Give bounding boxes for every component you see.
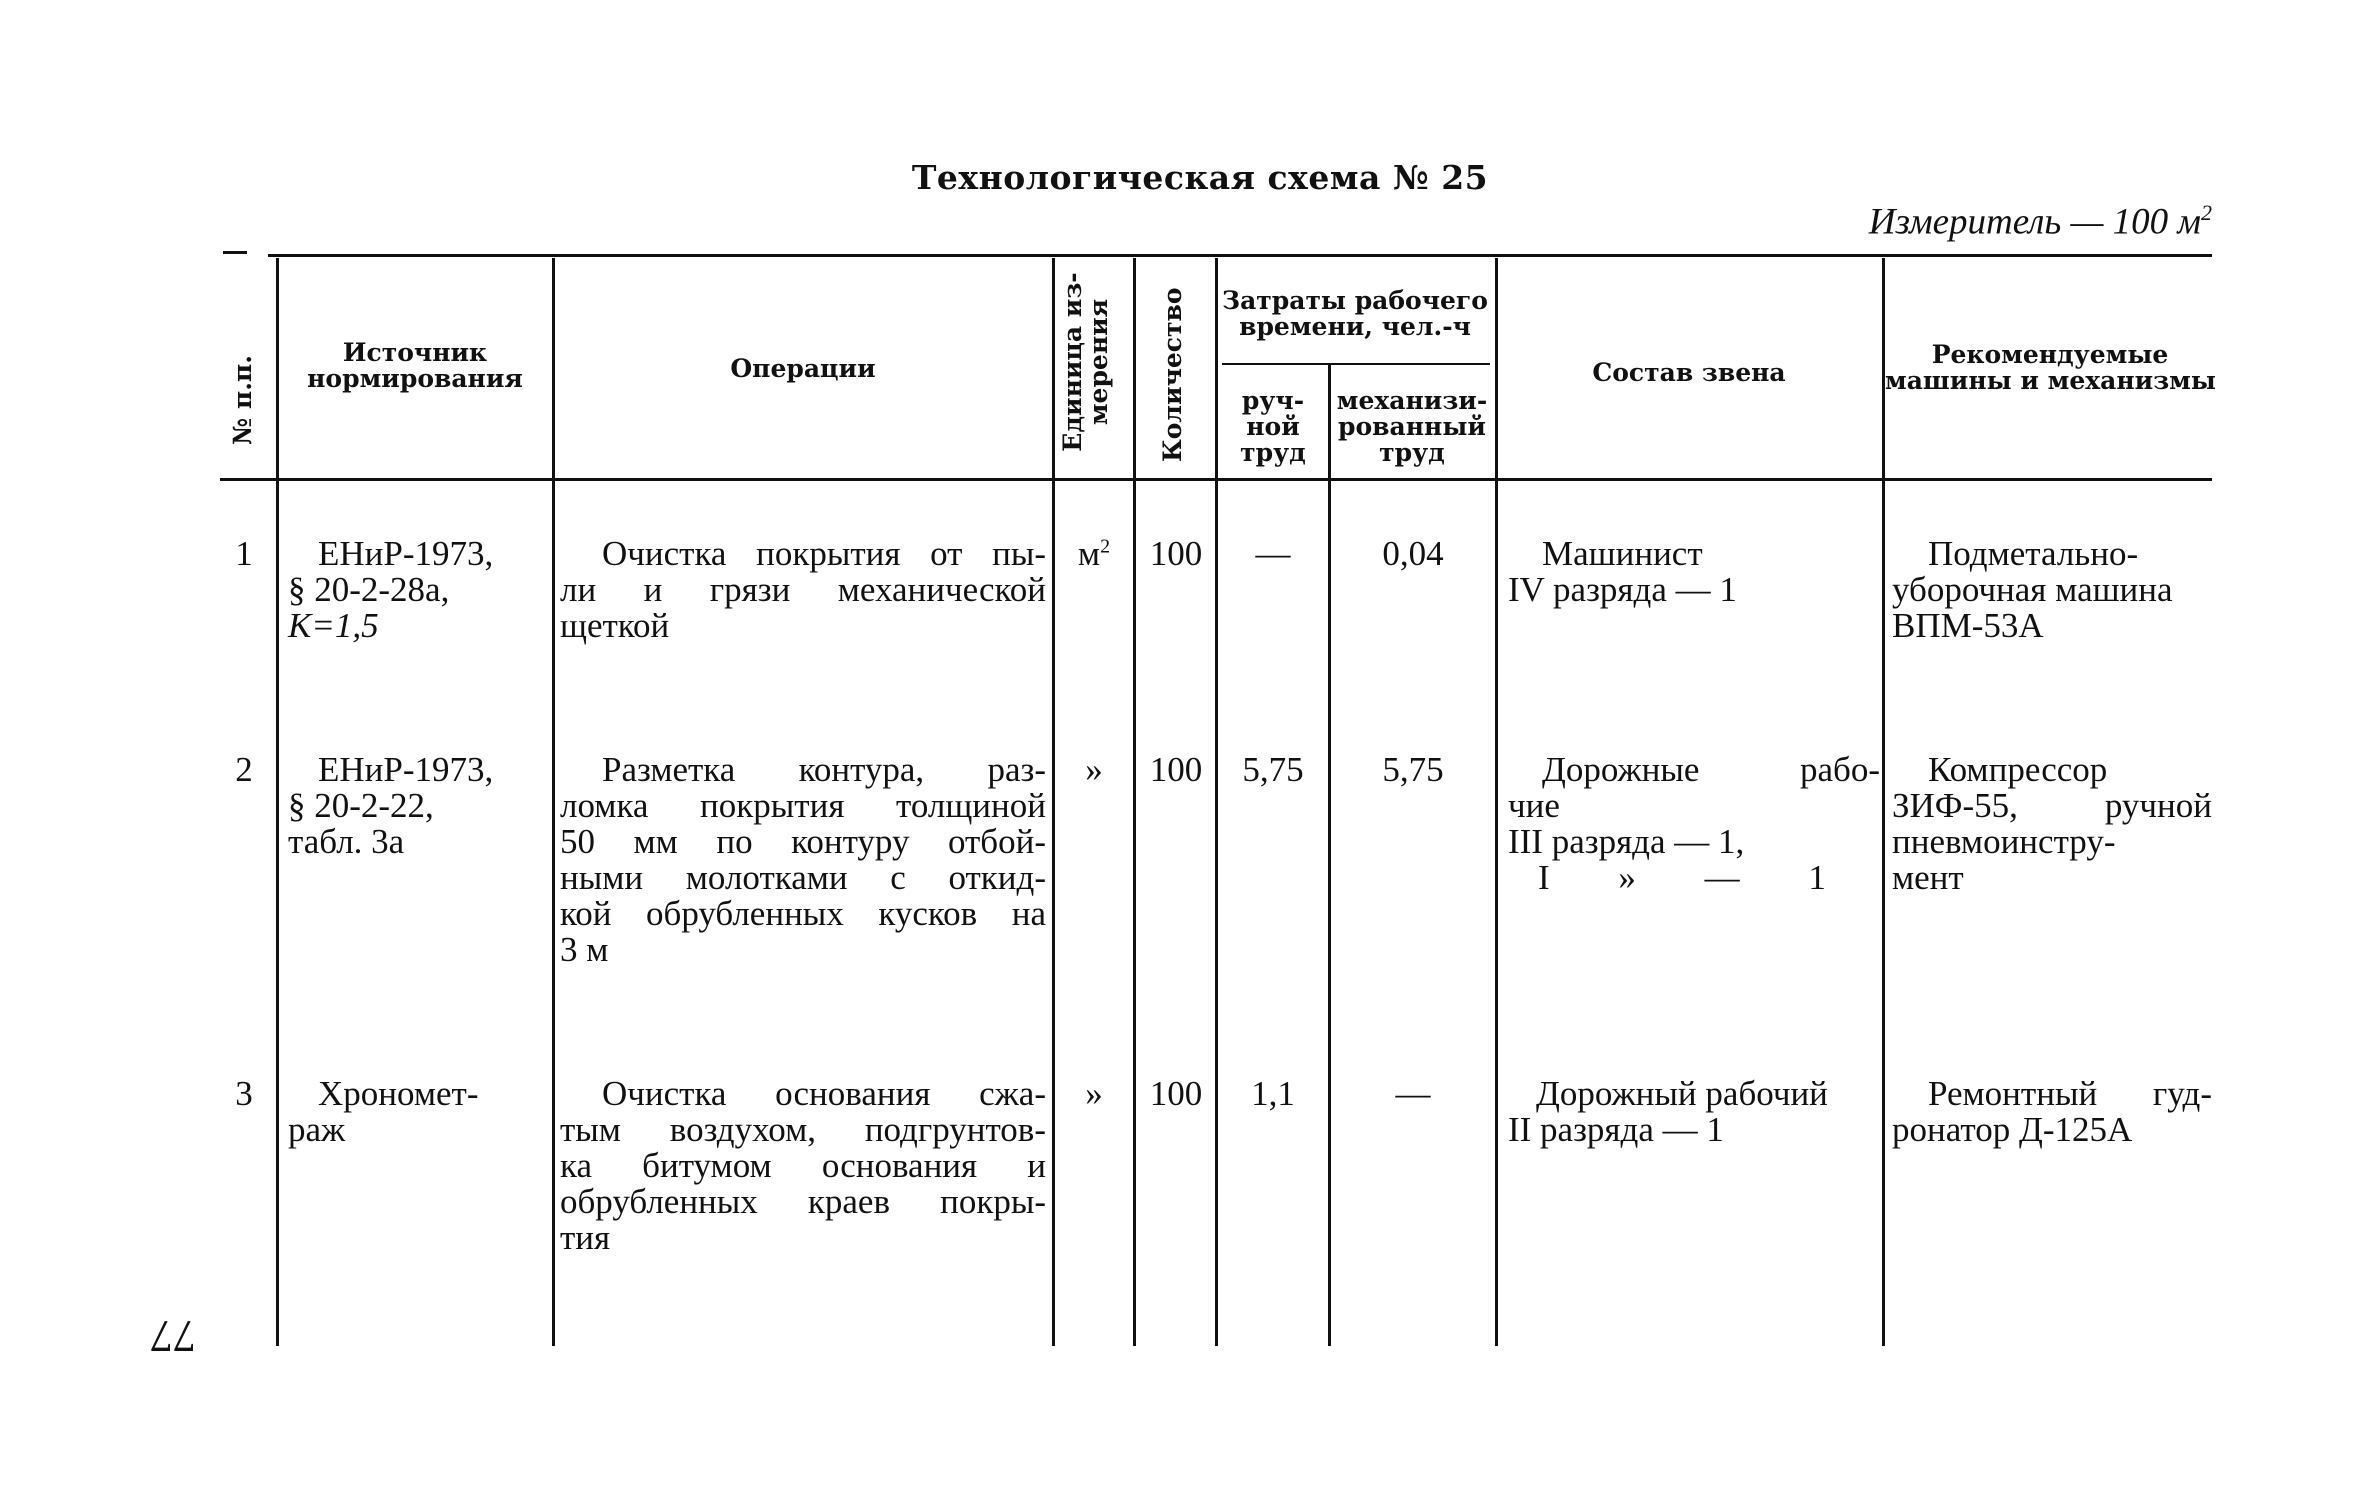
row-2-operation: Разметка контура, раз- ломка покрытия толщиной 50 мм по контуру отбой- ными молотками с откид- кой обрубленных кусков на 3 м [560, 750, 1046, 969]
row-2-crew: Дорожные рабо- чие III разряда — 1, I » — 1 [1508, 750, 1880, 897]
row-2-mech: 5,75 [1382, 750, 1444, 789]
row-2-qty: 100 [1149, 750, 1203, 789]
vline-2 [552, 258, 555, 1346]
vline-1 [276, 258, 279, 1346]
vline-3 [1052, 258, 1055, 1346]
table-top-rule [268, 254, 2212, 257]
costs-subheader-rule [1222, 363, 1490, 365]
row-3-source: Хрономет- раж [288, 1074, 479, 1149]
row-3-num: 3 [235, 1074, 253, 1113]
row-2-unit: » [1085, 750, 1103, 789]
header-unit: Единица из- мерения [1058, 272, 1113, 452]
row-1-unit: $м^2$ [1077, 534, 1111, 573]
header-operations: Операции [730, 354, 876, 383]
vline-4 [1133, 258, 1136, 1346]
row-3-manual: 1,1 [1251, 1074, 1295, 1113]
vline-6 [1328, 365, 1331, 1346]
row-1-mech: 0,04 [1382, 534, 1444, 573]
row-1-qty: 100 [1149, 534, 1203, 573]
row-1-crew: Машинист IV разряда — 1 [1508, 534, 1737, 609]
vline-8 [1882, 258, 1885, 1346]
page-number: 77 [150, 1311, 196, 1362]
row-2-manual: 5,75 [1242, 750, 1304, 789]
page-title: Технологическая схема № 25 [911, 158, 1489, 197]
row-1-manual: — [1255, 534, 1291, 573]
row-1-num: 1 [235, 534, 253, 573]
header-costs: Затраты рабочего времени, чел.-ч [1222, 286, 1488, 341]
row-3-operation: Очистка основания сжа- тым воздухом, подгрунтов- ка битумом основания и обрубленных краев покры- тия [560, 1074, 1046, 1257]
measure-label: Измеритель — 100 $м^2$ [1868, 200, 2212, 243]
row-3-unit: » [1085, 1074, 1103, 1113]
row-2-machines: Компрессор ЗИФ-55, ручной пневмоинстру- мент [1892, 750, 2212, 897]
row-3-mech: — [1395, 1074, 1431, 1113]
header-source: Источник нормирования [307, 338, 523, 393]
header-crew: Состав звена [1592, 358, 1786, 387]
header-manual: руч- ной труд [1240, 386, 1306, 467]
vline-7 [1495, 258, 1498, 1346]
row-3-qty: 100 [1149, 1074, 1203, 1113]
header-mech: механизи- рованный труд [1336, 386, 1488, 467]
row-3-machines: Ремонтный гуд- ронатор Д-125А [1892, 1074, 2212, 1149]
row-2-num: 2 [235, 750, 253, 789]
row-3-crew: Дорожный рабочий II разряда — 1 [1508, 1074, 1828, 1149]
lead-dash [223, 251, 247, 254]
row-1-operation: Очистка покрытия от пы- ли и грязи механической щеткой [560, 534, 1046, 645]
header-machines: Рекомендуемые машины и механизмы [1885, 340, 2216, 395]
row-2-source: ЕНиР-1973, § 20-2-22, табл. 3а [288, 750, 494, 861]
row-1-source: ЕНиР-1973, § 20-2-28а, К=1,5 [288, 534, 494, 645]
header-qty: Количество [1158, 287, 1187, 462]
header-num: № п.п. [228, 355, 257, 445]
row-1-machines: Подметально- уборочная машина ВПМ-53А [1892, 534, 2173, 645]
